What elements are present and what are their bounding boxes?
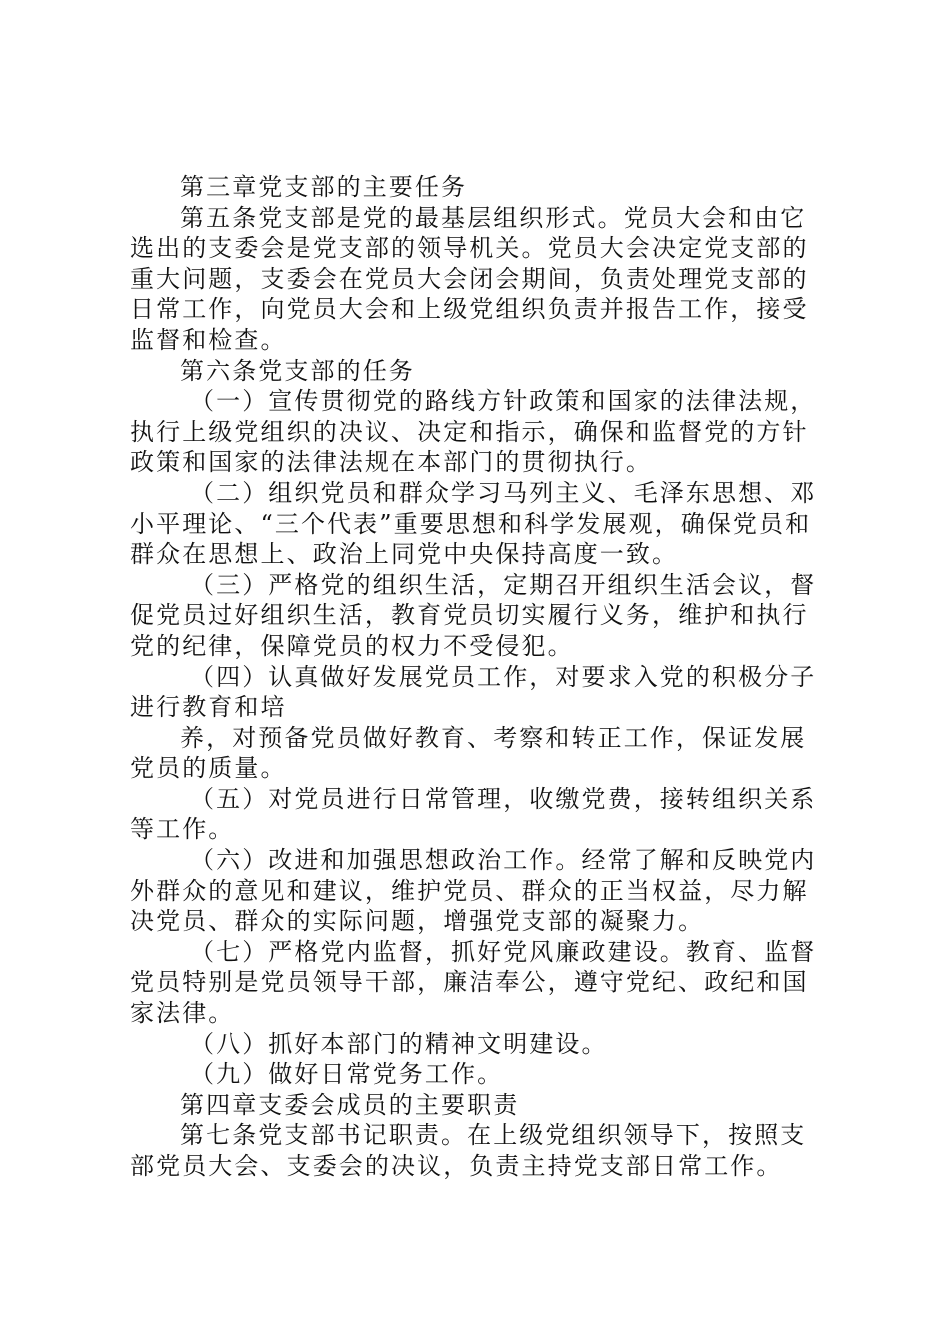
task-item-2: （二）组织党员和群众学习马列主义、毛泽东思想、邓小平理论、“三个代表”重要思想和科学发展观，确保党员和群众在思想上、政治上同党中央保持高度一致。: [130, 478, 817, 569]
task-item-3: （三）严格党的组织生活，定期召开组织生活会议，督促党员过好组织生活，教育党员切实履行义务，维护和执行党的纪律，保障党员的权力不受侵犯。: [130, 570, 817, 660]
task-item-6: （六）改进和加强思想政治工作。经常了解和反映党内外群众的意见和建议，维护党员、群众的正当权益，尽力解决党员、群众的实际问题，增强党支部的凝聚力。: [130, 846, 817, 936]
article-7: 第七条党支部书记职责。在上级党组织领导下，按照支部党员大会、支委会的决议，负责主持党支部日常工作。: [130, 1121, 807, 1180]
article-5: 第五条党支部是党的最基层组织形式。党员大会和由它选出的支委会是党支部的领导机关。党员大会决定党支部的重大问题，支委会在党员大会闭会期间，负责处理党支部的日常工作，向党员大会和上级党组织负责并报告工作，接受监督和检查。: [130, 203, 809, 354]
article-6-heading: 第六条党支部的任务: [180, 356, 415, 385]
task-item-8: （八）抓好本部门的精神文明建设。: [190, 1029, 608, 1058]
task-item-1: （一）宣传贯彻党的路线方针政策和国家的法律法规，执行上级党组织的决议、决定和指示，确保和监督党的方针政策和国家的法律法规在本部门的贯彻执行。: [130, 387, 817, 477]
chapter-heading-3: 第三章党支部的主要任务: [180, 173, 468, 201]
task-item-9: （九）做好日常党务工作。: [190, 1060, 504, 1089]
task-item-4-continuation: 养，对预备党员做好教育、考察和转正工作，保证发展党员的质量。: [130, 723, 807, 783]
chapter-heading-4: 第四章支委会成员的主要职责: [180, 1090, 520, 1119]
task-item-7: （七）严格党内监督，抓好党风廉政建设。教育、监督党员特别是党员领导干部，廉洁奉公，遵守党纪、政纪和国家法律。: [130, 937, 817, 1028]
task-item-4: （四）认真做好发展党员工作，对要求入党的积极分子进行教育和培: [130, 662, 817, 722]
task-item-5: （五）对党员进行日常管理，收缴党费，接转组织关系等工作。: [130, 784, 817, 844]
document-body: [130, 172, 830, 1182]
